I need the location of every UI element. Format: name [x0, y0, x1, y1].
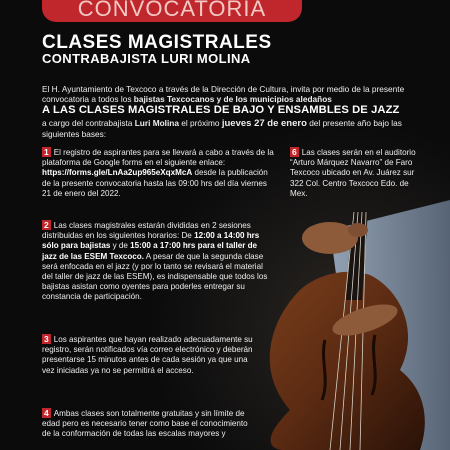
rule-6-text: Las clases serán en el auditorio “Arturo Márquez Navarro” de Faro Texcoco ubicado en Av. Juárez sur 322 Col. Centro Texcoco Edo. de Mex. [290, 148, 416, 198]
rule-number-badge: 6 [292, 147, 297, 157]
rule-2-session-1: 12:00 a 14:00 hrs sólo para bajistas [42, 231, 260, 251]
registration-link[interactable]: https://forms.gle/LnAa2up965eXqxMcA [42, 168, 193, 178]
intro-highlight: bajistas Texcocanos y de los municipios aledaños [133, 94, 332, 105]
event-date: jueves 27 de enero [221, 118, 307, 129]
rule-2-session-2: 15:00 a 17:00 hrs para el taller de jazz de las ESEM Texcoco. [42, 241, 258, 261]
rule-1-text-b: desde la publicación de la presente convocatoria hasta las 09:00 hrs del día viernes 21 de enero del 2022. [42, 168, 268, 198]
rule-1-text-a: El registro de aspirantes para se llevará a cabo a través de la plataforma de Google forms en el siguiente enlace: [42, 148, 274, 168]
rule-2-text-c: A pesar de que la segunda clase será enfocada en el jazz (y por lo tanto se revisará el material del taller de jazz de las ESEM), es indispensable que todos los bajistas asistan como oyentes para poderles entregar su constancia de participación. [42, 251, 268, 302]
rule-2-text-a: Las clases magistrales estarán divididas en 2 sesiones distribuidas en los siguientes horarios: De [42, 221, 251, 241]
intro-text: El H. Ayuntamiento de Texcoco a través de la Dirección de Cultura, invita por medio de la presente convocatoria a todos los [42, 84, 405, 105]
banner-text: CONVOCATORIA [77, 0, 267, 21]
convocatoria-banner [42, 0, 302, 22]
rule-3-text: Los aspirantes que hayan realizado adecuadamente su registro, serán notificados vía correo electrónico y deberán presentarse 15 minutos antes de cada sesión ya que una vez iniciadas ya no se permitirá el acceso. [42, 335, 253, 375]
poster-subtitle: CONTRABAJISTA LURI MOLINA [42, 51, 251, 66]
rule-number-badge: 3 [44, 334, 49, 344]
intro2-text-c: del presente año bajo las siguientes bases: [42, 118, 402, 140]
intro2-text-b: el próximo [178, 118, 222, 128]
rule-4 [42, 408, 252, 440]
rule-number-badge: 4 [44, 408, 49, 418]
event-headline: A LAS CLASES MAGISTRALES DE BAJO Y ENSAMBLES DE JAZZ [42, 104, 400, 116]
poster-title: CLASES MAGISTRALES [42, 32, 272, 53]
rule-4-text: Ambas clases son totalmente gratuitas y sin límite de edad pero es necesario tener como base el conocimiento de la conformación de todas las escalas mayores y [42, 409, 248, 439]
rule-3 [42, 334, 262, 376]
rule-number-badge: 2 [44, 220, 49, 230]
intro-paragraph [42, 84, 417, 105]
rule-2 [42, 220, 274, 303]
rule-number-badge: 1 [44, 147, 49, 157]
rule-2-text-b: y de [110, 241, 131, 251]
rule-6 [290, 147, 420, 199]
rule-1 [42, 147, 274, 199]
instructor-name: Luri Molina [134, 118, 179, 128]
intro-paragraph-2 [42, 118, 422, 140]
intro2-text-a: a cargo del contrabajista [42, 118, 135, 128]
